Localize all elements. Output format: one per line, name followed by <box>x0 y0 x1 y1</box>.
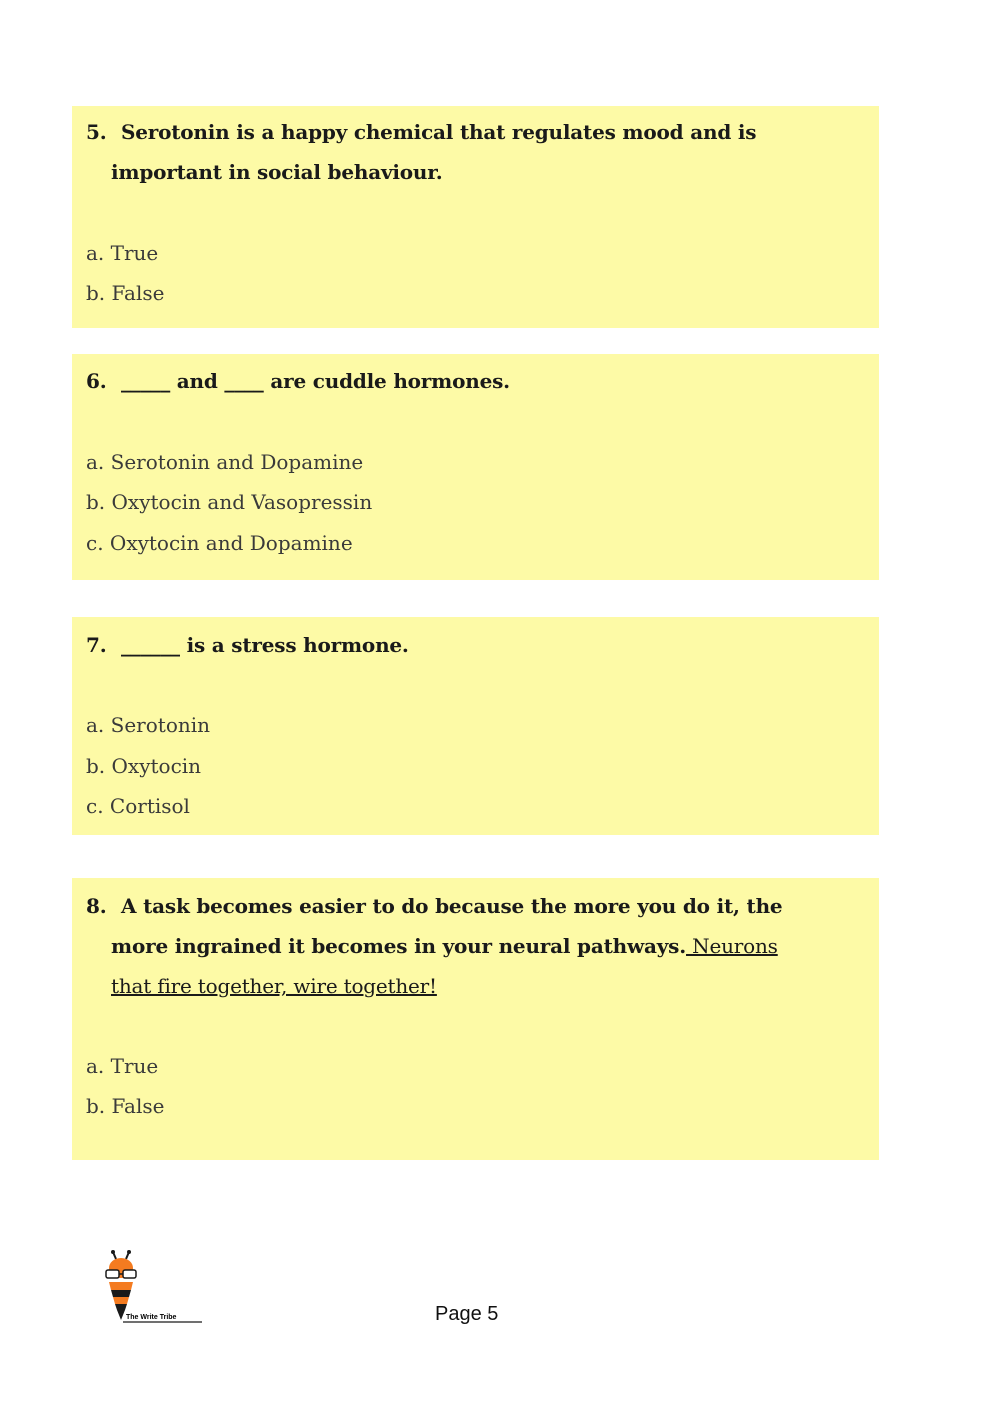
option-b[interactable]: b. False <box>86 281 165 305</box>
question-number: 8. <box>86 894 107 918</box>
option-b[interactable]: b. False <box>86 1094 165 1118</box>
question-text <box>86 361 849 401</box>
question-line: more ingrained it becomes in your neural pathways. <box>111 934 687 958</box>
neurons-phrase-part1: Neurons <box>686 934 778 958</box>
question-card-7 <box>72 617 879 835</box>
option-c[interactable]: c. Oxytocin and Dopamine <box>86 531 353 555</box>
page-number: Page 5 <box>435 1303 499 1325</box>
bee-logo-icon <box>96 1250 208 1330</box>
question-card-8 <box>72 878 879 1160</box>
question-number: 6. <box>86 369 107 393</box>
question-text <box>86 112 849 192</box>
question-card-6 <box>72 354 879 580</box>
option-b[interactable]: b. Oxytocin <box>86 754 202 778</box>
question-card-5 <box>72 106 879 328</box>
neurons-phrase-part2: that fire together, wire together! <box>111 974 437 998</box>
option-a[interactable]: a. Serotonin and Dopamine <box>86 450 364 474</box>
logo-caption: The Write Tribe <box>126 1314 177 1321</box>
question-number: 5. <box>86 120 107 144</box>
option-a[interactable]: a. True <box>86 241 159 265</box>
question-line: Serotonin is a happy chemical that regulates mood and is <box>121 120 757 144</box>
question-number: 7. <box>86 633 107 657</box>
question-text <box>86 886 849 1006</box>
question-line: important in social behaviour. <box>111 160 443 184</box>
option-a[interactable]: a. Serotonin <box>86 713 211 737</box>
option-c[interactable]: c. Cortisol <box>86 794 190 818</box>
question-line: ______ is a stress hormone. <box>121 633 409 657</box>
question-line: _____ and ____ are cuddle hormones. <box>121 369 510 393</box>
option-b[interactable]: b. Oxytocin and Vasopressin <box>86 490 373 514</box>
write-tribe-logo <box>96 1250 208 1330</box>
option-a[interactable]: a. True <box>86 1054 159 1078</box>
question-line: A task becomes easier to do because the more you do it, the <box>121 894 783 918</box>
question-text <box>86 625 849 665</box>
